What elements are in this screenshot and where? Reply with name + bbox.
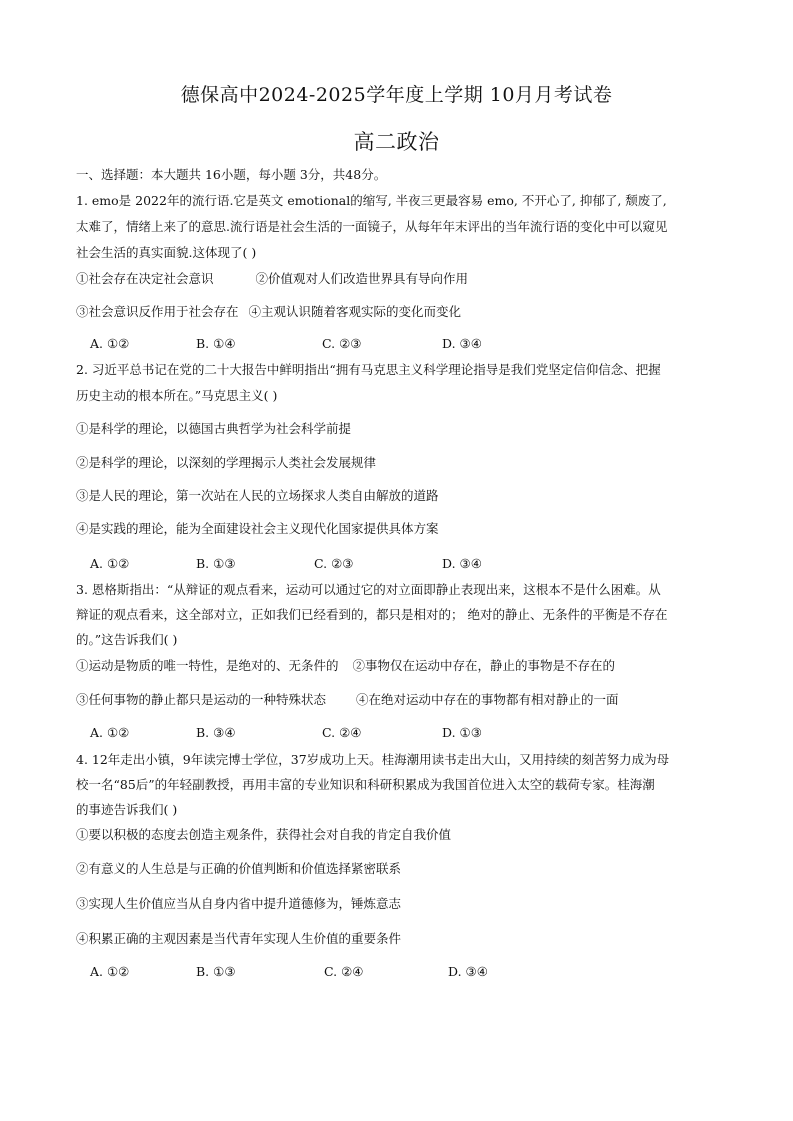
question-4-statement-2: ②有意义的人生总是与正确的价值判断和价值选择紧密联系 [76, 861, 402, 876]
question-3-stem-line-1: 3. 恩格斯指出：“从辩证的观点看来，运动可以通过它的对立面即静止表现出来，这根本不是什么困难。从 [76, 582, 661, 597]
question-4-option-c: C. ②④ [324, 964, 364, 979]
question-3-option-a: A. ①② [90, 725, 130, 740]
question-3-stem-line-2: 辩证的观点看来，这全部对立，正如我们已经看到的，都只是相对的； 绝对的静止、无条件的平衡是不存在 [76, 607, 668, 622]
question-2-statement-4: ④是实践的理论，能为全面建设社会主义现代化国家提供具体方案 [76, 521, 439, 536]
question-3-option-b: B. ③④ [196, 725, 236, 740]
question-4-option-d: D. ③④ [448, 964, 488, 979]
question-2-option-d: D. ③④ [442, 556, 482, 571]
question-1-stem-line-3: 社会生活的真实面貌.这体现了( ) [76, 245, 257, 260]
question-2-option-c: C. ②③ [314, 556, 354, 571]
question-4-option-a: A. ①② [90, 964, 130, 979]
question-4-option-b: B. ①③ [196, 964, 236, 979]
section-heading: 一、选择题：本大题共 16小题，每小题 3分，共48分。 [76, 167, 387, 182]
question-1-statements-row-2 [76, 303, 461, 321]
question-3-statement-4: ④在绝对运动中存在的事物都有相对静止的一面 [356, 692, 619, 707]
question-2-statement-2: ②是科学的理论，以深刻的学理揭示人类社会发展规律 [76, 455, 377, 470]
question-3-statements-row-1 [76, 657, 615, 675]
question-1-stem-line-2: 太难了，情绪上来了的意思.流行语是社会生活的一面镜子，从每年年末评出的当年流行语的变化中可以窥见 [76, 219, 668, 234]
question-3-stem-line-3: 的。”这告诉我们( ) [76, 632, 178, 647]
question-1-statement-2: ②价值观对人们改造世界具有导向作用 [255, 271, 469, 286]
subject-title: 高二政治 [353, 130, 440, 154]
exam-title: 德保高中2024-2025学年度上学期 10月月考试卷 [180, 84, 613, 106]
question-1-statement-1: ①社会存在决定社会意识 [76, 271, 214, 286]
question-4-stem-line-2: 校一名“85后”的年轻副教授，再用丰富的专业知识和科研积累成为我国首位进入太空的载荷专家。桂海潮 [76, 777, 655, 792]
question-2-option-a: A. ①② [90, 556, 130, 571]
question-1-stem-line-1: 1. emo是 2022年的流行语.它是英文 emotional的缩写, 半夜三更最容易 emo, 不开心了, 抑郁了, 颓废了, [76, 193, 667, 208]
question-3-statement-3: ③任何事物的静止都只是运动的一种特殊状态 [76, 692, 327, 707]
question-1-statement-3: ③社会意识反作用于社会存在 [76, 304, 239, 319]
question-3-statement-2: ②事物仅在运动中存在，静止的事物是不存在的 [352, 658, 616, 673]
question-2-statement-1: ①是科学的理论，以德国古典哲学为社会科学前提 [76, 421, 352, 436]
question-3-option-d: D. ①③ [442, 725, 482, 740]
question-1-statement-4: ④主观认识随着客观实际的变化而变化 [248, 304, 462, 319]
question-1-option-b: B. ①④ [196, 336, 236, 351]
question-3-statement-1: ①运动是物质的唯一特性，是绝对的、无条件的 [76, 658, 339, 673]
question-1-option-c: C. ②③ [322, 336, 362, 351]
question-4-stem-line-1: 4. 12年走出小镇，9年读完博士学位，37岁成功上天。桂海潮用读书走出大山，又用持续的刻苦努力成为母 [76, 752, 670, 767]
question-2-stem-line-2: 历史主动的根本所在。”马克思主义( ) [76, 388, 278, 403]
question-2-option-b: B. ①③ [196, 556, 236, 571]
question-4-statement-1: ①要以积极的态度去创造主观条件，获得社会对自我的肯定自我价值 [76, 827, 452, 842]
question-4-statement-4: ④积累正确的主观因素是当代青年实现人生价值的重要条件 [76, 931, 402, 946]
question-4-stem-line-3: 的事迹告诉我们( ) [76, 802, 178, 817]
question-4-statement-3: ③实现人生价值应当从自身内省中提升道德修为，锤炼意志 [76, 896, 402, 911]
question-3-option-c: C. ②④ [322, 725, 362, 740]
question-1-option-d: D. ③④ [442, 336, 482, 351]
question-3-statements-row-2 [76, 691, 619, 709]
question-1-option-a: A. ①② [90, 336, 130, 351]
question-2-statement-3: ③是人民的理论，第一次站在人民的立场探求人类自由解放的道路 [76, 488, 439, 503]
question-1-statements-row-1 [76, 270, 468, 288]
question-2-stem-line-1: 2. 习近平总书记在党的二十大报告中鲜明指出“拥有马克思主义科学理论指导是我们党坚定信仰信念、把握 [76, 362, 661, 377]
